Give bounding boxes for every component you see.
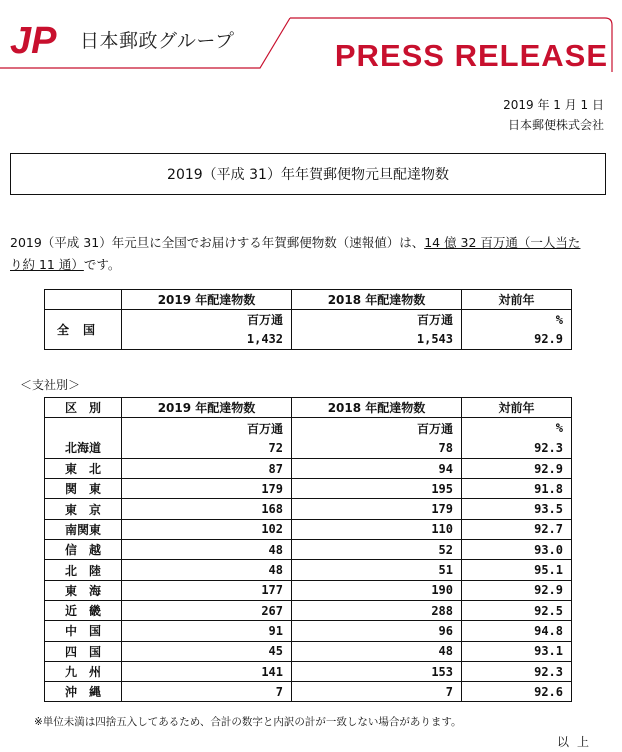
branch-table <box>44 397 572 702</box>
value-2018: 7 <box>292 682 462 702</box>
table-row <box>45 682 572 702</box>
branch-name: 九州 <box>45 661 122 681</box>
release-date: 2019 年 1 月 1 日 <box>503 98 604 112</box>
value-2018: 48 <box>292 641 462 661</box>
value-2019: 177 <box>122 580 292 600</box>
value-2019: 168 <box>122 499 292 519</box>
table-row <box>45 330 572 350</box>
value-2018: 179 <box>292 499 462 519</box>
value-cell: 1,543 <box>292 330 462 350</box>
ratio-value: 94.8 <box>462 621 572 641</box>
branch-name: 東京 <box>45 499 122 519</box>
value-2018: 51 <box>292 560 462 580</box>
table-row <box>45 560 572 580</box>
unit-cell: 百万通 <box>292 418 462 438</box>
value-2019: 72 <box>122 438 292 458</box>
unit-cell: % <box>462 310 572 330</box>
branch-name: 東北 <box>45 458 122 478</box>
value-2019: 45 <box>122 641 292 661</box>
value-2018: 110 <box>292 519 462 539</box>
meta-block <box>503 95 604 135</box>
document-title: 2019（平成 31）年年賀郵便物元旦配達物数 <box>10 153 606 195</box>
value-2019: 48 <box>122 560 292 580</box>
branch-name: 東海 <box>45 580 122 600</box>
table-row <box>45 621 572 641</box>
value-2018: 153 <box>292 661 462 681</box>
table-row <box>45 641 572 661</box>
value-2018: 52 <box>292 540 462 560</box>
table-row <box>45 519 572 539</box>
ratio-value: 93.1 <box>462 641 572 661</box>
value-2018: 96 <box>292 621 462 641</box>
ratio-value: 93.0 <box>462 540 572 560</box>
branch-name: 沖縄 <box>45 682 122 702</box>
intro-text-2: です。 <box>83 257 121 272</box>
table-row <box>45 438 572 458</box>
table-header-row <box>45 290 572 310</box>
national-label: 全国 <box>45 310 122 350</box>
unit-cell: 百万通 <box>122 310 292 330</box>
branch-name: 中国 <box>45 621 122 641</box>
footnote: ※単位未満は四捨五入してあるため、合計の数字と内訳の計が一致しない場合があります。 <box>34 716 462 728</box>
ratio-value: 92.6 <box>462 682 572 702</box>
ratio-value: 93.5 <box>462 499 572 519</box>
national-table <box>44 289 572 350</box>
ratio-value: 92.9 <box>462 580 572 600</box>
value-cell: 92.9 <box>462 330 572 350</box>
branch-name: 信越 <box>45 540 122 560</box>
table-row <box>45 540 572 560</box>
table-row <box>45 458 572 478</box>
header-cell <box>45 290 122 310</box>
unit-cell: 百万通 <box>292 310 462 330</box>
value-2018: 288 <box>292 600 462 620</box>
branch-section-title: ＜支社別＞ <box>20 378 81 392</box>
value-2019: 87 <box>122 458 292 478</box>
value-2018: 195 <box>292 479 462 499</box>
ratio-value: 92.9 <box>462 458 572 478</box>
table-header-row <box>45 398 572 418</box>
value-2019: 179 <box>122 479 292 499</box>
value-2018: 94 <box>292 458 462 478</box>
ratio-value: 92.5 <box>462 600 572 620</box>
logo-mark-text: JP <box>10 20 57 58</box>
ratio-value: 91.8 <box>462 479 572 499</box>
branch-name: 近畿 <box>45 600 122 620</box>
header-cell: 2018 年配達物数 <box>292 398 462 418</box>
table-row <box>45 310 572 330</box>
empty-cell <box>45 418 122 438</box>
logo <box>8 20 234 58</box>
ratio-value: 92.3 <box>462 438 572 458</box>
ratio-value: 95.1 <box>462 560 572 580</box>
value-2019: 102 <box>122 519 292 539</box>
value-2018: 78 <box>292 438 462 458</box>
jp-logo-icon <box>8 20 74 58</box>
header-cell: 2019 年配達物数 <box>122 398 292 418</box>
closing-mark: 以上 <box>557 735 598 749</box>
intro-highlight-1: 14 億 32 百万通（一人当た <box>424 235 581 250</box>
ratio-value: 92.7 <box>462 519 572 539</box>
branch-name: 四国 <box>45 641 122 661</box>
header-cell: 2019 年配達物数 <box>122 290 292 310</box>
press-release-title: PRESS RELEASE <box>334 38 608 73</box>
value-2018: 190 <box>292 580 462 600</box>
value-2019: 7 <box>122 682 292 702</box>
intro-highlight-2: り約 11 通） <box>10 257 84 272</box>
table-row <box>45 499 572 519</box>
branch-name: 北海道 <box>45 438 122 458</box>
value-cell: 1,432 <box>122 330 292 350</box>
value-2019: 91 <box>122 621 292 641</box>
branch-name: 南関東 <box>45 519 122 539</box>
header-cell: 対前年 <box>462 398 572 418</box>
logo-text: 日本郵政グループ <box>80 29 235 52</box>
unit-cell: % <box>462 418 572 438</box>
table-row <box>45 661 572 681</box>
units-row <box>45 418 572 438</box>
table-row <box>45 580 572 600</box>
header-cell: 区 別 <box>45 398 122 418</box>
table-row <box>45 600 572 620</box>
value-2019: 141 <box>122 661 292 681</box>
value-2019: 48 <box>122 540 292 560</box>
intro-paragraph <box>10 232 610 276</box>
branch-name: 関東 <box>45 479 122 499</box>
header-cell: 2018 年配達物数 <box>292 290 462 310</box>
header-cell: 対前年 <box>462 290 572 310</box>
company-name: 日本郵便株式会社 <box>507 118 604 132</box>
intro-text-1: 2019（平成 31）年元旦に全国でお届けする年賀郵便物数（速報値）は、 <box>10 235 425 250</box>
table-row <box>45 479 572 499</box>
value-2019: 267 <box>122 600 292 620</box>
ratio-value: 92.3 <box>462 661 572 681</box>
unit-cell: 百万通 <box>122 418 292 438</box>
branch-name: 北陸 <box>45 560 122 580</box>
